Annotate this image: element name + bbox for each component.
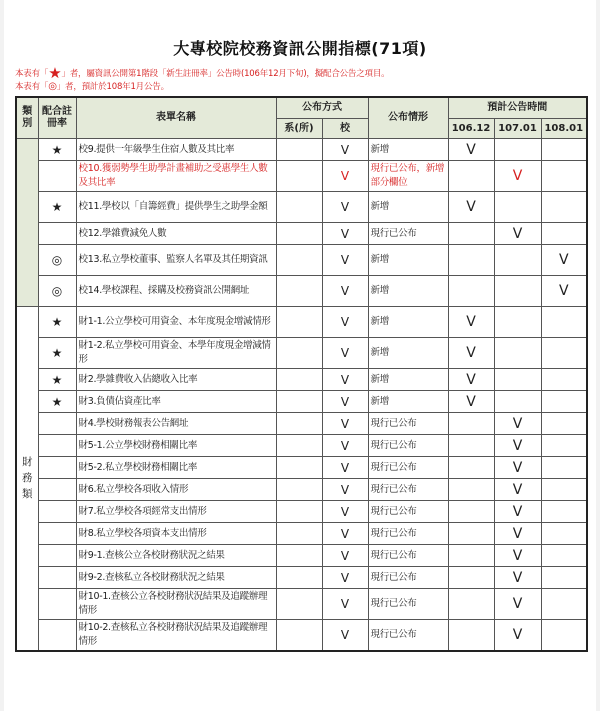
- star-icon: ★: [38, 391, 76, 413]
- dept-cell: [276, 620, 322, 651]
- status-cell: 現行已公布: [368, 589, 448, 620]
- period-cell: [448, 161, 494, 192]
- period-cell: [541, 369, 587, 391]
- header-publish-status: 公布情形: [368, 97, 448, 139]
- register-mark-cell: [38, 223, 76, 245]
- note-text: 本表有「: [15, 69, 49, 79]
- period-cell: [541, 620, 587, 651]
- table-row: [16, 391, 587, 413]
- period-cell: V: [541, 245, 587, 276]
- header-register: 配合註冊率: [38, 97, 76, 139]
- dept-cell: [276, 369, 322, 391]
- dept-cell: [276, 139, 322, 161]
- status-cell: 現行已公布: [368, 545, 448, 567]
- register-mark-cell: [38, 479, 76, 501]
- status-cell: 現行已公布: [368, 435, 448, 457]
- item-name-cell: 財2.學雜費收入佔總收入比率: [76, 369, 276, 391]
- table-row: [16, 338, 587, 369]
- period-cell: [448, 620, 494, 651]
- period-cell: [494, 338, 541, 369]
- dept-cell: [276, 338, 322, 369]
- dept-cell: [276, 479, 322, 501]
- dept-cell: [276, 589, 322, 620]
- register-mark-cell: [38, 523, 76, 545]
- period-cell: [494, 245, 541, 276]
- item-name-cell: 財5-1.公立學校財務相關比率: [76, 435, 276, 457]
- item-name-cell: 財10-2.查核私立各校財務狀況結果及追蹤辦理情形: [76, 620, 276, 651]
- dept-cell: [276, 523, 322, 545]
- header-school: 校: [322, 119, 368, 139]
- school-cell: V: [322, 369, 368, 391]
- star-icon: ★: [38, 307, 76, 338]
- dept-cell: [276, 307, 322, 338]
- item-name-cell: 財9-1.查核公立各校財務狀況之結果: [76, 545, 276, 567]
- period-cell: [541, 223, 587, 245]
- status-cell: 現行已公布: [368, 413, 448, 435]
- status-cell: 新增: [368, 338, 448, 369]
- note-text: 」者，預計於108年1月公告。: [56, 82, 169, 92]
- document-page: [4, 0, 596, 711]
- period-cell: [541, 545, 587, 567]
- period-cell: [448, 276, 494, 307]
- status-cell: 現行已公布: [368, 457, 448, 479]
- item-name-cell: 校11.學校以「自籌經費」提供學生之助學金額: [76, 192, 276, 223]
- item-name-cell: 校9.提供一年級學生住宿人數及其比率: [76, 139, 276, 161]
- period-cell: V: [494, 223, 541, 245]
- period-cell: [448, 567, 494, 589]
- header-period: 106.12: [448, 119, 494, 139]
- school-cell: V: [322, 435, 368, 457]
- period-cell: V: [541, 276, 587, 307]
- period-cell: [541, 139, 587, 161]
- status-cell: 新增: [368, 245, 448, 276]
- status-cell: 新增: [368, 139, 448, 161]
- period-cell: V: [494, 435, 541, 457]
- document-title: 大專校院校務資訊公開指標(71項): [173, 39, 427, 58]
- period-cell: V: [448, 307, 494, 338]
- table-row: [16, 589, 587, 620]
- period-cell: [541, 161, 587, 192]
- period-cell: [541, 501, 587, 523]
- status-cell: 新增: [368, 369, 448, 391]
- school-cell: V: [322, 245, 368, 276]
- status-cell: 現行已公布: [368, 501, 448, 523]
- period-cell: [494, 192, 541, 223]
- status-cell: 現行已公布: [368, 479, 448, 501]
- dept-cell: [276, 245, 322, 276]
- school-cell: V: [322, 338, 368, 369]
- school-cell: V: [322, 192, 368, 223]
- register-mark-cell: [38, 457, 76, 479]
- status-cell: 新增: [368, 391, 448, 413]
- school-cell: V: [322, 307, 368, 338]
- period-cell: V: [448, 391, 494, 413]
- period-cell: V: [494, 479, 541, 501]
- item-name-cell: 財5-2.私立學校財務相關比率: [76, 457, 276, 479]
- star-icon: ★: [48, 64, 62, 82]
- period-cell: [448, 501, 494, 523]
- school-cell: V: [322, 139, 368, 161]
- note-circle-legend: [15, 80, 169, 92]
- category-cell: [16, 139, 38, 307]
- period-cell: [541, 457, 587, 479]
- period-cell: [541, 338, 587, 369]
- dept-cell: [276, 545, 322, 567]
- double-circle-icon: ◎: [38, 245, 76, 276]
- school-cell: V: [322, 545, 368, 567]
- period-cell: V: [494, 501, 541, 523]
- school-cell: V: [322, 523, 368, 545]
- period-cell: [541, 523, 587, 545]
- header-expected-time: 預計公告時間: [448, 97, 587, 119]
- header-row: [16, 97, 587, 119]
- period-cell: V: [448, 192, 494, 223]
- dept-cell: [276, 435, 322, 457]
- register-mark-cell: [38, 435, 76, 457]
- period-cell: V: [448, 139, 494, 161]
- indicator-table: [15, 96, 588, 652]
- star-icon: ★: [38, 369, 76, 391]
- period-cell: [541, 391, 587, 413]
- school-cell: V: [322, 391, 368, 413]
- dept-cell: [276, 391, 322, 413]
- item-name-cell: 財9-2.查核私立各校財務狀況之結果: [76, 567, 276, 589]
- header-dept: 系(所): [276, 119, 322, 139]
- status-cell: 現行已公布: [368, 567, 448, 589]
- dept-cell: [276, 567, 322, 589]
- school-cell: V: [322, 567, 368, 589]
- period-cell: [448, 523, 494, 545]
- dept-cell: [276, 192, 322, 223]
- item-name-cell: 校14.學校課程、採購及校務資訊公開網址: [76, 276, 276, 307]
- dept-cell: [276, 413, 322, 435]
- period-cell: V: [494, 567, 541, 589]
- item-name-cell: 財8.私立學校各項資本支出情形: [76, 523, 276, 545]
- school-cell: V: [322, 501, 368, 523]
- school-cell: V: [322, 161, 368, 192]
- school-cell: V: [322, 457, 368, 479]
- period-cell: [448, 245, 494, 276]
- item-name-cell: 財3.負債佔資產比率: [76, 391, 276, 413]
- school-cell: V: [322, 276, 368, 307]
- item-name-cell: 校12.學雜費減免人數: [76, 223, 276, 245]
- period-cell: [448, 589, 494, 620]
- dept-cell: [276, 223, 322, 245]
- period-cell: [494, 307, 541, 338]
- register-mark-cell: [38, 545, 76, 567]
- period-cell: [448, 479, 494, 501]
- period-cell: V: [494, 523, 541, 545]
- school-cell: V: [322, 620, 368, 651]
- dept-cell: [276, 501, 322, 523]
- period-cell: [541, 192, 587, 223]
- header-category: 類別: [16, 97, 38, 139]
- status-cell: 現行已公布: [368, 223, 448, 245]
- header-item-name: 表單名稱: [76, 97, 276, 139]
- period-cell: [494, 369, 541, 391]
- register-mark-cell: [38, 567, 76, 589]
- star-icon: ★: [38, 139, 76, 161]
- double-circle-icon: ◎: [38, 276, 76, 307]
- school-cell: V: [322, 413, 368, 435]
- school-cell: V: [322, 223, 368, 245]
- table-row: [16, 435, 587, 457]
- status-cell: 新增: [368, 307, 448, 338]
- period-cell: [541, 307, 587, 338]
- dept-cell: [276, 457, 322, 479]
- period-cell: [448, 545, 494, 567]
- star-icon: ★: [38, 192, 76, 223]
- period-cell: [448, 223, 494, 245]
- star-icon: ★: [38, 338, 76, 369]
- item-name-cell: 財4.學校財務報表公告網址: [76, 413, 276, 435]
- table-row: [16, 245, 587, 276]
- table-row: [16, 139, 587, 161]
- table-row: [16, 523, 587, 545]
- period-cell: V: [494, 413, 541, 435]
- period-cell: [541, 567, 587, 589]
- status-cell: 新增: [368, 192, 448, 223]
- period-cell: [541, 479, 587, 501]
- note-text: 」者，屬資訊公開第1階段「新生註冊率」公告時(106年12月下旬)，擬配合公告之項目。: [61, 69, 390, 79]
- school-cell: V: [322, 479, 368, 501]
- double-circle-icon: ◎: [48, 81, 57, 92]
- category-cell: 財 務 類: [16, 307, 38, 651]
- period-cell: V: [448, 338, 494, 369]
- period-cell: V: [494, 545, 541, 567]
- table-row: [16, 369, 587, 391]
- note-text: 本表有「: [15, 82, 49, 92]
- item-name-cell: 財6.私立學校各項收入情形: [76, 479, 276, 501]
- period-cell: V: [448, 369, 494, 391]
- table-row: [16, 479, 587, 501]
- table-row: [16, 223, 587, 245]
- register-mark-cell: [38, 161, 76, 192]
- period-cell: [448, 435, 494, 457]
- register-mark-cell: [38, 620, 76, 651]
- table-row: [16, 545, 587, 567]
- period-cell: [448, 457, 494, 479]
- header-period: 108.01: [541, 119, 587, 139]
- period-cell: [494, 139, 541, 161]
- header-publish-method: 公布方式: [276, 97, 368, 119]
- table-row: [16, 276, 587, 307]
- item-name-cell: 財7.私立學校各項經常支出情形: [76, 501, 276, 523]
- header-period: 107.01: [494, 119, 541, 139]
- period-cell: [541, 435, 587, 457]
- register-mark-cell: [38, 589, 76, 620]
- item-name-cell: 財1-1.公立學校可用資金、本年度現金增減情形: [76, 307, 276, 338]
- table-row: [16, 457, 587, 479]
- dept-cell: [276, 161, 322, 192]
- table-row: [16, 307, 587, 338]
- table-row: [16, 161, 587, 192]
- item-name-cell: 財1-2.私立學校可用資金、本學年度現金增減情形: [76, 338, 276, 369]
- period-cell: [541, 413, 587, 435]
- register-mark-cell: [38, 501, 76, 523]
- school-cell: V: [322, 589, 368, 620]
- item-name-cell: 財10-1.查核公立各校財務狀況結果及追蹤辦理情形: [76, 589, 276, 620]
- table-row: [16, 620, 587, 651]
- table-row: [16, 567, 587, 589]
- dept-cell: [276, 276, 322, 307]
- period-cell: V: [494, 620, 541, 651]
- period-cell: [448, 413, 494, 435]
- period-cell: V: [494, 457, 541, 479]
- register-mark-cell: [38, 413, 76, 435]
- status-cell: 現行已公布: [368, 620, 448, 651]
- period-cell: [494, 391, 541, 413]
- status-cell: 現行已公布: [368, 523, 448, 545]
- table-row: [16, 501, 587, 523]
- table-row: [16, 192, 587, 223]
- table-row: [16, 413, 587, 435]
- period-cell: [541, 589, 587, 620]
- item-name-cell: 校10.獲弱勢學生助學計畫補助之受惠學生人數及其比率: [76, 161, 276, 192]
- period-cell: V: [494, 589, 541, 620]
- period-cell: V: [494, 161, 541, 192]
- period-cell: [494, 276, 541, 307]
- item-name-cell: 校13.私立學校董事、監察人名單及其任期資訊: [76, 245, 276, 276]
- status-cell: 新增: [368, 276, 448, 307]
- status-cell: 現行已公布，新增部分欄位: [368, 161, 448, 192]
